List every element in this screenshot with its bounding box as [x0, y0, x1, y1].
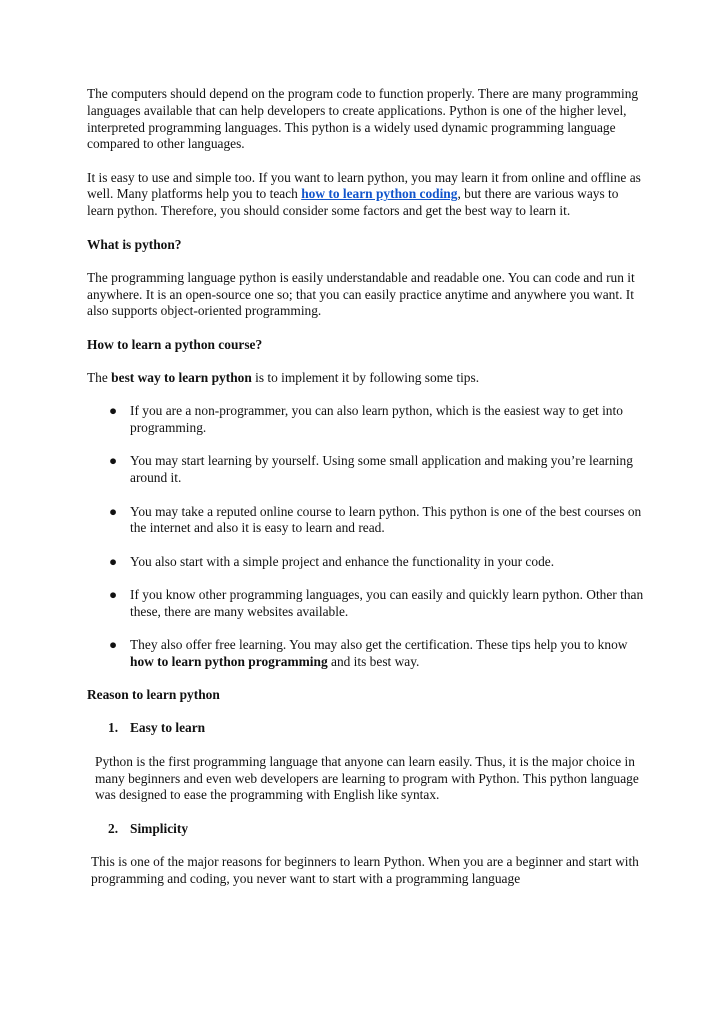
intro-paragraph-1: The computers should depend on the program code to function properly. There are many programming languages available that can help developers to create applications. Python is one of the higher level, interpreted programming languages. This python is a widely used dynamic programming language compared to other languages. — [87, 86, 639, 152]
heading-reason-to-learn: Reason to learn python — [87, 687, 220, 703]
how-text-after: is to implement it by following some tips. — [251, 370, 480, 386]
bullet-icon: ● — [109, 586, 118, 602]
bullet-text: If you are a non-programmer, you can also learn python, which is the easiest way to get into programming. — [130, 403, 623, 436]
tips-bullet-list — [87, 403, 647, 670]
document-page — [87, 86, 647, 904]
intro-text-before: It is easy to use and simple too. If you want to learn python, you may learn it from online and offline as well. Many platforms help you to teach — [87, 169, 641, 202]
learn-python-coding-link[interactable]: how to learn python coding — [301, 186, 458, 202]
bullet-last-after: and its best way. — [327, 653, 420, 669]
reason-2-title: Simplicity — [130, 820, 189, 836]
intro-paragraph-2 — [87, 170, 647, 220]
heading-how-to-learn: How to learn a python course? — [87, 336, 263, 352]
bullet-icon: ● — [109, 637, 118, 653]
reason-1-heading — [87, 720, 647, 737]
reason-2-number: 2. — [108, 820, 119, 836]
bullet-text: If you know other programming languages, you can easily and quickly learn python. Other than these, there are many websites available. — [130, 586, 644, 619]
reason-2-heading — [87, 821, 647, 838]
list-item — [87, 403, 647, 437]
reason-2-list — [87, 821, 647, 838]
best-way-bold: best way to learn python — [111, 370, 252, 386]
how-to-learn-paragraph — [87, 370, 647, 387]
bullet-text — [130, 637, 627, 669]
list-item — [87, 504, 647, 538]
reason-1-list — [87, 720, 647, 737]
bullet-icon: ● — [109, 403, 118, 419]
bullet-text: You may take a reputed online course to learn python. This python is one of the best courses on the internet and also it is easy to learn and read. — [130, 503, 642, 536]
list-item — [87, 554, 647, 571]
reason-2-paragraph: This is one of the major reasons for beginners to learn Python. When you are a beginner and start with programming and coding, you never want to start with a programming language — [91, 853, 639, 886]
bullet-icon: ● — [109, 453, 118, 469]
bullet-last-before: They also offer free learning. You may also get the certification. These tips help you to know — [130, 637, 628, 653]
list-item — [87, 587, 647, 621]
reason-1-title: Easy to learn — [130, 720, 206, 736]
list-item — [87, 637, 647, 671]
how-text-before: The — [87, 370, 112, 386]
learn-python-programming-bold: how to learn python programming — [130, 653, 328, 669]
what-is-python-paragraph: The programming language python is easily understandable and readable one. You can code and run it anywhere. It is an open-source one so; that you can easily practice anytime and anywhere you want. It also supports object-oriented programming. — [87, 269, 635, 319]
intro-text-after: , but there are various ways to learn python. Therefore, you should consider some factors and get the best way to learn it. — [87, 186, 619, 219]
bullet-icon: ● — [109, 553, 118, 569]
bullet-text: You may start learning by yourself. Using some small application and making you’re learning around it. — [130, 453, 633, 486]
reason-1-paragraph: Python is the first programming language that anyone can learn easily. Thus, it is the major choice in many beginners and even web developers are learning to program with Python. This python language was designed to ease the programming with English like syntax. — [95, 753, 639, 803]
reason-1-number: 1. — [108, 720, 119, 736]
list-item — [87, 453, 647, 487]
bullet-text: You also start with a simple project and enhance the functionality in your code. — [130, 553, 555, 569]
bullet-icon: ● — [109, 503, 118, 519]
heading-what-is-python: What is python? — [87, 236, 182, 252]
